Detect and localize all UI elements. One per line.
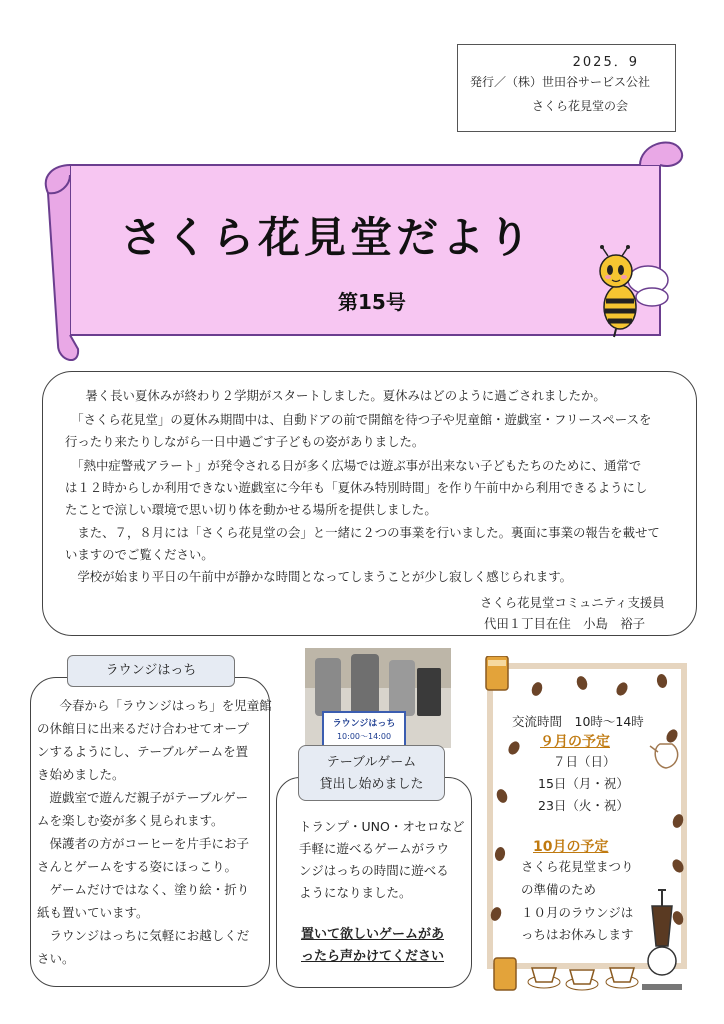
message-line: は１２時からしか利用できない遊戯室に今年も「夏休み特別時間」を作り午前中から利用できるようにし — [65, 480, 648, 495]
table-game-heading — [298, 745, 445, 801]
lounge-article-box — [30, 677, 270, 987]
bee-mascot-icon — [590, 245, 670, 340]
publisher: 発行／（株）世田谷サービス公社 — [470, 75, 651, 89]
september-heading: ９月の予定 — [540, 734, 610, 750]
lounge-line: ラウンジはっちに気軽にお越しくだ — [37, 928, 250, 943]
october-line: さくら花見堂まつり — [521, 859, 634, 874]
greeting-message-box — [42, 371, 697, 636]
signature-role: さくら花見堂コミュニティ支援員 — [480, 595, 665, 610]
table-game-heading-line2: 貸出し始めました — [319, 777, 424, 792]
request-line: ったら声かけてください — [301, 949, 445, 964]
lounge-line: ゲームだけではなく、塗り絵・折り — [37, 882, 250, 897]
lounge-line: の休館日に出来るだけ合わせてオープ — [37, 721, 249, 736]
lounge-line: ムを楽しむ姿が多く見られます。 — [37, 813, 224, 828]
lounge-line: 保護者の方がコーヒーを片手にお子 — [37, 836, 250, 851]
october-line: の準備のため — [521, 882, 597, 897]
message-line: 行ったり来たりしながら一日中過ごす子どもの姿がありました。 — [65, 434, 425, 449]
message-line: 「さくら花見堂」の夏休み期間中は、自動ドアの前で開館を待つ子や児童館・遊戯室・フリースペースを — [65, 412, 652, 427]
october-line: １０月のラウンジは — [521, 905, 634, 920]
table-game-line: 手軽に遊べるゲームがラウ — [299, 841, 450, 856]
message-line: 「熱中症警戒アラート」が発令される日が多く広場では遊ぶ事が出来ない子どもたちのために、通常で — [65, 458, 642, 473]
lounge-line: き始めました。 — [37, 767, 125, 782]
october-line: っちはお休みします — [521, 927, 634, 942]
september-date: 15日（月・祝） — [538, 776, 629, 791]
lounge-line: 今春から「ラウンジはっち」を児童館 — [47, 698, 272, 713]
table-game-line: ようになりました。 — [299, 885, 412, 900]
lounge-line: ンするようにし、テーブルゲームを置 — [37, 744, 249, 759]
table-game-heading-line1: テーブルゲーム — [326, 755, 417, 770]
photo-sign-title: ラウンジはっち — [332, 719, 396, 729]
lounge-heading: ラウンジはっち — [67, 655, 235, 687]
message-line: 学校が始まり平日の午前中が静かな時間となってしまうことが少し寂しく感じられます。 — [65, 569, 573, 584]
lounge-photo — [305, 648, 451, 748]
exchange-hours: 交流時間 10時～14時 — [512, 714, 644, 729]
table-game-box — [276, 777, 472, 988]
lounge-line: 遊戯室で遊んだ親子がテーブルゲー — [37, 790, 249, 805]
issue-date: 2025．9 — [572, 55, 639, 70]
table-game-line: ンジはっちの時間に遊べる — [299, 863, 449, 878]
message-line: 暑く長い夏休みが終わり２学期がスタートしました。夏休みはどのように過ごされましたか。 — [73, 388, 606, 403]
lounge-line: 紙も置いています。 — [37, 905, 149, 920]
lounge-line: さんとゲームをする姿にほっこり。 — [37, 859, 238, 874]
coffee-bean-frame — [482, 656, 692, 1002]
signature-name: 代田１丁目在住 小島 裕子 — [484, 616, 646, 631]
issue-number: 第15号 — [338, 290, 406, 314]
request-line: 置いて欲しいゲームがあ — [301, 927, 445, 942]
september-date: ７日（日） — [553, 754, 616, 769]
group-name: さくら花見堂の会 — [532, 99, 629, 113]
newsletter-title: さくら花見堂だより — [120, 213, 535, 262]
message-line: いますのでご覧ください。 — [65, 547, 214, 562]
september-date: 23日（火・祝） — [538, 798, 629, 813]
message-line: また、７，８月には「さくら花見堂の会」と一緒に２つの事業を行いました。裏面に事業の報告を載せて — [65, 525, 660, 540]
lounge-line: さい。 — [37, 951, 75, 966]
message-line: たことで涼しい環境で思い切り体を動かせる場所を提供しました。 — [65, 502, 437, 517]
october-heading: 10月の予定 — [533, 839, 609, 855]
photo-sign-time: 10:00～14:00 — [336, 732, 392, 741]
publisher-info-box — [457, 44, 676, 132]
table-game-line: トランプ・UNO・オセロなど — [299, 819, 465, 834]
